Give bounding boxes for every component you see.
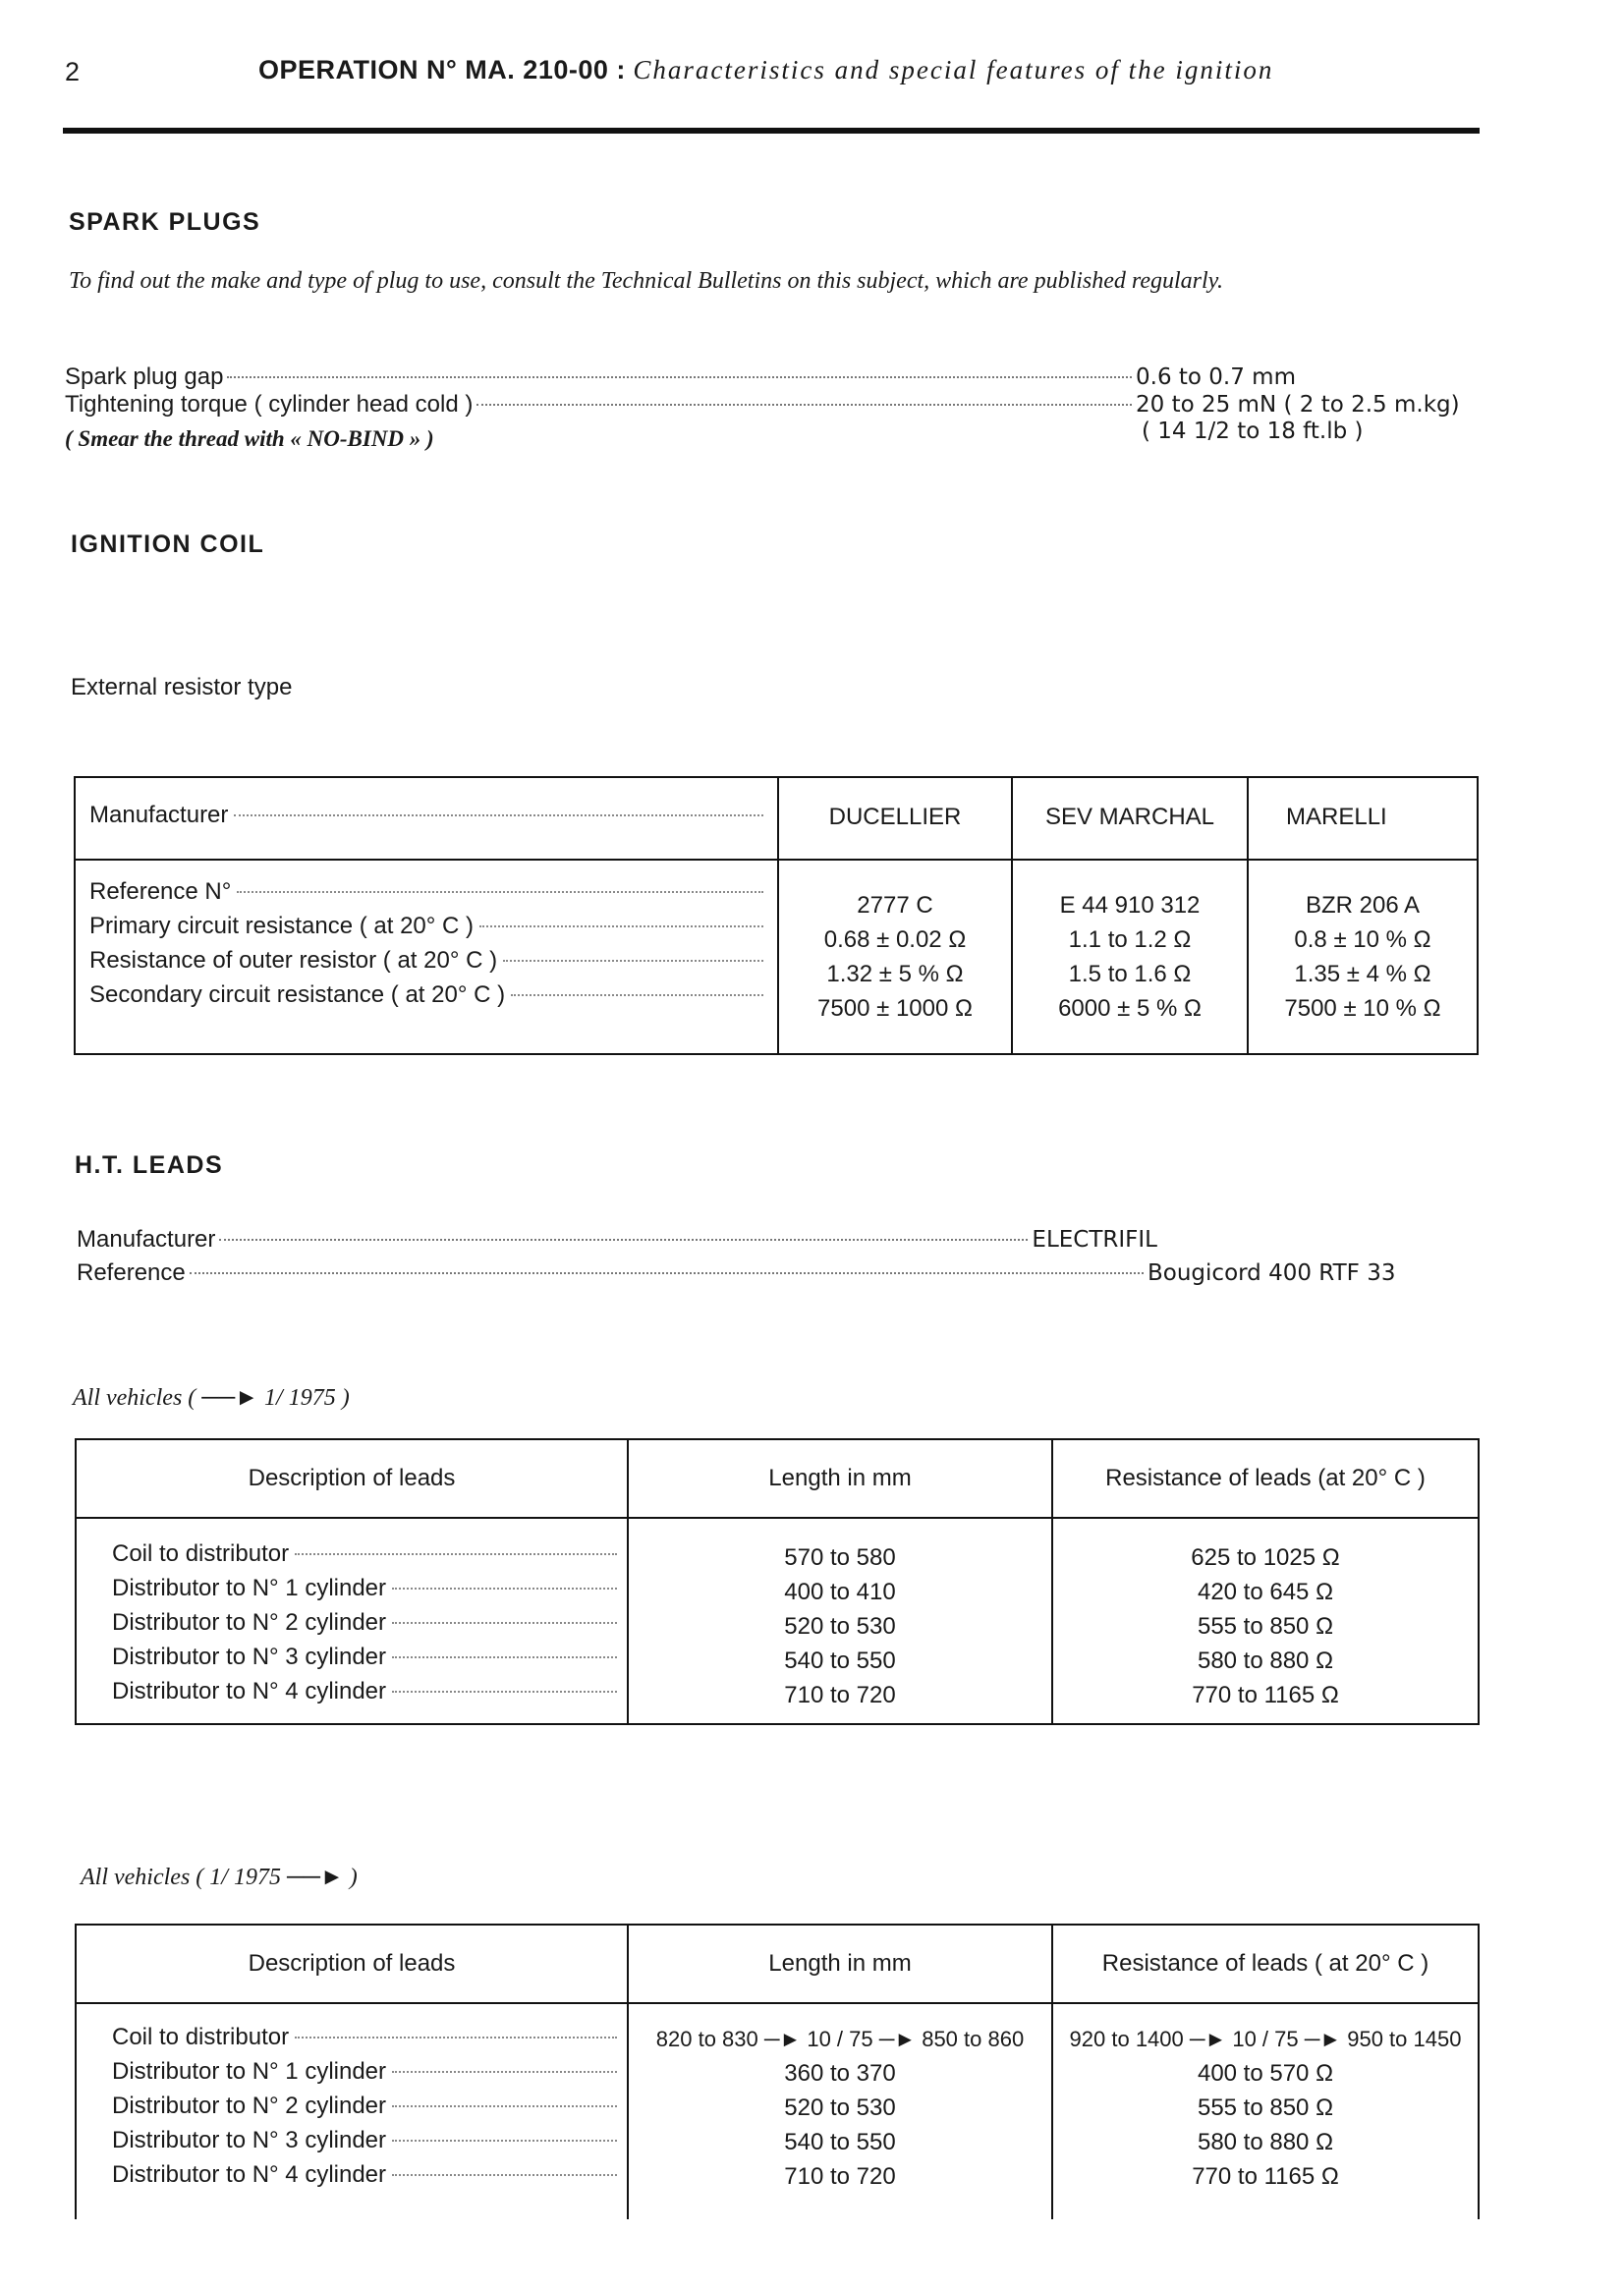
- manufacturer-col: [778, 777, 1012, 860]
- row-labels-cell: [75, 860, 778, 1054]
- col-header: Resistance of leads ( at 20° C ): [1052, 1925, 1479, 2003]
- row-label: Distributor to N° 1 cylinder: [112, 1575, 387, 1601]
- spec-label: Spark plug gap: [65, 363, 224, 390]
- cell-value: 520 to 530: [784, 1613, 896, 1640]
- spec-value: 20 to 25 mN ( 2 to 2.5 m.kg): [1136, 392, 1460, 418]
- cell-value: 540 to 550: [784, 2129, 896, 2155]
- col-header: Length in mm: [628, 1439, 1052, 1518]
- row-label: Distributor to N° 1 cylinder: [112, 2058, 387, 2085]
- resistance-cell: [1052, 2003, 1479, 2219]
- table-row: [112, 2024, 617, 2058]
- dot-leader: [392, 1622, 617, 1624]
- operation-number: OPERATION N° MA. 210-00 :: [258, 55, 626, 84]
- cell-value: 0.68 ± 0.02 Ω: [823, 926, 967, 953]
- page-number: 2: [65, 57, 81, 86]
- cell-value: 400 to 570 Ω: [1197, 2060, 1334, 2087]
- row-label: Secondary circuit resistance ( at 20° C ): [89, 981, 506, 1008]
- cell-value: 770 to 1165 Ω: [1192, 1682, 1339, 1708]
- row-label: Distributor to N° 3 cylinder: [112, 1644, 387, 1670]
- desc-cell: [76, 1518, 628, 1724]
- table-row: [112, 1678, 617, 1712]
- cell-value: 540 to 550: [784, 1648, 896, 1674]
- spec-leads-reference: [77, 1259, 1442, 1291]
- manufacturer-col: [1248, 777, 1478, 860]
- row-label: Reference N°: [89, 878, 232, 905]
- header-rule: [63, 128, 1480, 134]
- row-label: Distributor to N° 4 cylinder: [112, 2161, 387, 2188]
- cell-value: 625 to 1025 Ω: [1191, 1544, 1340, 1571]
- dot-leader: [190, 1272, 1144, 1274]
- cell-value: 520 to 530: [784, 2095, 896, 2121]
- spec-value: Bougicord 400 RTF 33: [1148, 1260, 1396, 1286]
- cell-value: 920 to 1400 ─► 10 / 75 ─► 950 to 1450: [1069, 2027, 1462, 2051]
- spark-plugs-note: To find out the make and type of plug to use, consult the Technical Bulletins on this subject, which are published regularly.: [69, 268, 1224, 294]
- ducellier-values: [778, 860, 1012, 1054]
- table-row: [89, 913, 763, 947]
- dot-leader: [503, 960, 763, 962]
- table-row: [112, 1575, 617, 1609]
- cell-value: 400 to 410: [784, 1579, 896, 1605]
- cell-value: 0.8 ± 10 % Ω: [1294, 926, 1431, 953]
- ht-leads-heading: H.T. LEADS: [75, 1151, 224, 1179]
- row-label: Distributor to N° 2 cylinder: [112, 1609, 387, 1636]
- dot-leader: [392, 2140, 617, 2142]
- dot-leader: [511, 994, 763, 996]
- manufacturer-header-cell: [75, 777, 778, 860]
- cell-value: BZR 206 A: [1305, 892, 1421, 919]
- page-subtitle: Characteristics and special features of the ignition: [633, 55, 1274, 84]
- table-row: [112, 2161, 617, 2196]
- col-header: Manufacturer: [89, 802, 229, 828]
- dot-leader: [227, 376, 1132, 378]
- cell-value: 820 to 830 ─► 10 / 75 ─► 850 to 860: [655, 2027, 1025, 2051]
- row-label: Distributor to N° 3 cylinder: [112, 2127, 387, 2153]
- cell-value: 7500 ± 10 % Ω: [1284, 995, 1441, 1022]
- ignition-coil-heading: IGNITION COIL: [71, 531, 265, 558]
- manufacturer-col: [1012, 777, 1248, 860]
- table-row: [89, 981, 763, 1016]
- torque-ftlb-value: ( 14 1/2 to 18 ft.lb ): [1142, 419, 1364, 444]
- resistance-cell: [1052, 1518, 1479, 1724]
- spec-label: Manufacturer: [77, 1226, 216, 1253]
- col-header: Length in mm: [628, 1925, 1052, 2003]
- cell-value: 770 to 1165 Ω: [1192, 2163, 1339, 2190]
- cell-value: 420 to 645 Ω: [1197, 1579, 1334, 1605]
- marelli-values: [1248, 860, 1478, 1054]
- row-label: Coil to distributor: [112, 2024, 290, 2050]
- length-cell: [628, 2003, 1052, 2219]
- col-header: Description of leads: [76, 1439, 628, 1518]
- cell-value: 1.32 ± 5 % Ω: [826, 961, 964, 987]
- col-header: MARELLI: [1286, 804, 1387, 830]
- spec-leads-manufacturer: [77, 1226, 1157, 1257]
- dot-leader: [392, 1656, 617, 1658]
- spec-label: Tightening torque ( cylinder head cold ): [65, 391, 474, 418]
- spec-value: 0.6 to 0.7 mm: [1136, 364, 1296, 390]
- ignition-coil-table: [74, 776, 1479, 1055]
- sev-marchal-values: [1012, 860, 1248, 1054]
- dot-leader: [237, 891, 763, 893]
- table-row: [112, 1644, 617, 1678]
- cell-value: 580 to 880 Ω: [1197, 2129, 1334, 2155]
- dot-leader: [392, 1691, 617, 1693]
- spec-label: Reference: [77, 1259, 186, 1286]
- desc-cell: [76, 2003, 628, 2219]
- table2-caption: All vehicles ( 1/ 1975 ──► ): [81, 1865, 358, 1890]
- row-label: Distributor to N° 2 cylinder: [112, 2093, 387, 2119]
- cell-value: 1.1 to 1.2 Ω: [1068, 926, 1192, 953]
- row-label: Resistance of outer resistor ( at 20° C ): [89, 947, 498, 974]
- dot-leader: [479, 925, 763, 927]
- cell-value: 555 to 850 Ω: [1197, 2095, 1334, 2121]
- cell-value: 360 to 370: [784, 2060, 896, 2087]
- cell-value: 555 to 850 Ω: [1197, 1613, 1334, 1640]
- cell-value: 570 to 580: [784, 1544, 896, 1571]
- col-header: DUCELLIER: [828, 804, 962, 830]
- dot-leader: [476, 404, 1132, 406]
- cell-value: 6000 ± 5 % Ω: [1058, 995, 1202, 1022]
- row-label: Distributor to N° 4 cylinder: [112, 1678, 387, 1704]
- table1-caption: All vehicles ( ──► 1/ 1975 ): [73, 1385, 350, 1411]
- smear-note: ( Smear the thread with « NO-BIND » ): [65, 426, 434, 451]
- dot-leader: [295, 2037, 617, 2039]
- cell-value: 710 to 720: [784, 1682, 896, 1708]
- dot-leader: [234, 814, 763, 816]
- col-header: Description of leads: [76, 1925, 628, 2003]
- dot-leader: [295, 1553, 617, 1555]
- table-row: [89, 878, 763, 913]
- cell-value: 580 to 880 Ω: [1197, 1648, 1334, 1674]
- dot-leader: [392, 2174, 617, 2176]
- spec-value: ELECTRIFIL: [1032, 1227, 1157, 1253]
- dot-leader: [392, 1588, 617, 1590]
- page-title: [258, 55, 1273, 85]
- table-row: [112, 2127, 617, 2161]
- cell-value: 710 to 720: [784, 2163, 896, 2190]
- cell-value: 1.35 ± 4 % Ω: [1294, 961, 1431, 987]
- col-header: Resistance of leads (at 20° C ): [1052, 1439, 1479, 1518]
- spark-plugs-heading: SPARK PLUGS: [69, 208, 261, 236]
- cell-value: E 44 910 312: [1059, 892, 1201, 919]
- coil-type-label: External resistor type: [71, 674, 293, 700]
- length-cell: [628, 1518, 1052, 1724]
- dot-leader: [219, 1239, 1028, 1241]
- cell-value: 2777 C: [857, 892, 933, 919]
- table-row: [89, 947, 763, 981]
- dot-leader: [392, 2105, 617, 2107]
- leads-table-after-1975: [75, 1924, 1480, 2219]
- cell-value: 1.5 to 1.6 Ω: [1068, 961, 1192, 987]
- table-row: [112, 1540, 617, 1575]
- leads-table-before-1975: [75, 1438, 1480, 1725]
- table-row: [112, 2093, 617, 2127]
- dot-leader: [392, 2071, 617, 2073]
- table-row: [112, 2058, 617, 2093]
- table-row: [112, 1609, 617, 1644]
- row-label: Primary circuit resistance ( at 20° C ): [89, 913, 475, 939]
- row-label: Coil to distributor: [112, 1540, 290, 1567]
- cell-value: 7500 ± 1000 Ω: [817, 995, 973, 1022]
- col-header: SEV MARCHAL: [1044, 804, 1215, 830]
